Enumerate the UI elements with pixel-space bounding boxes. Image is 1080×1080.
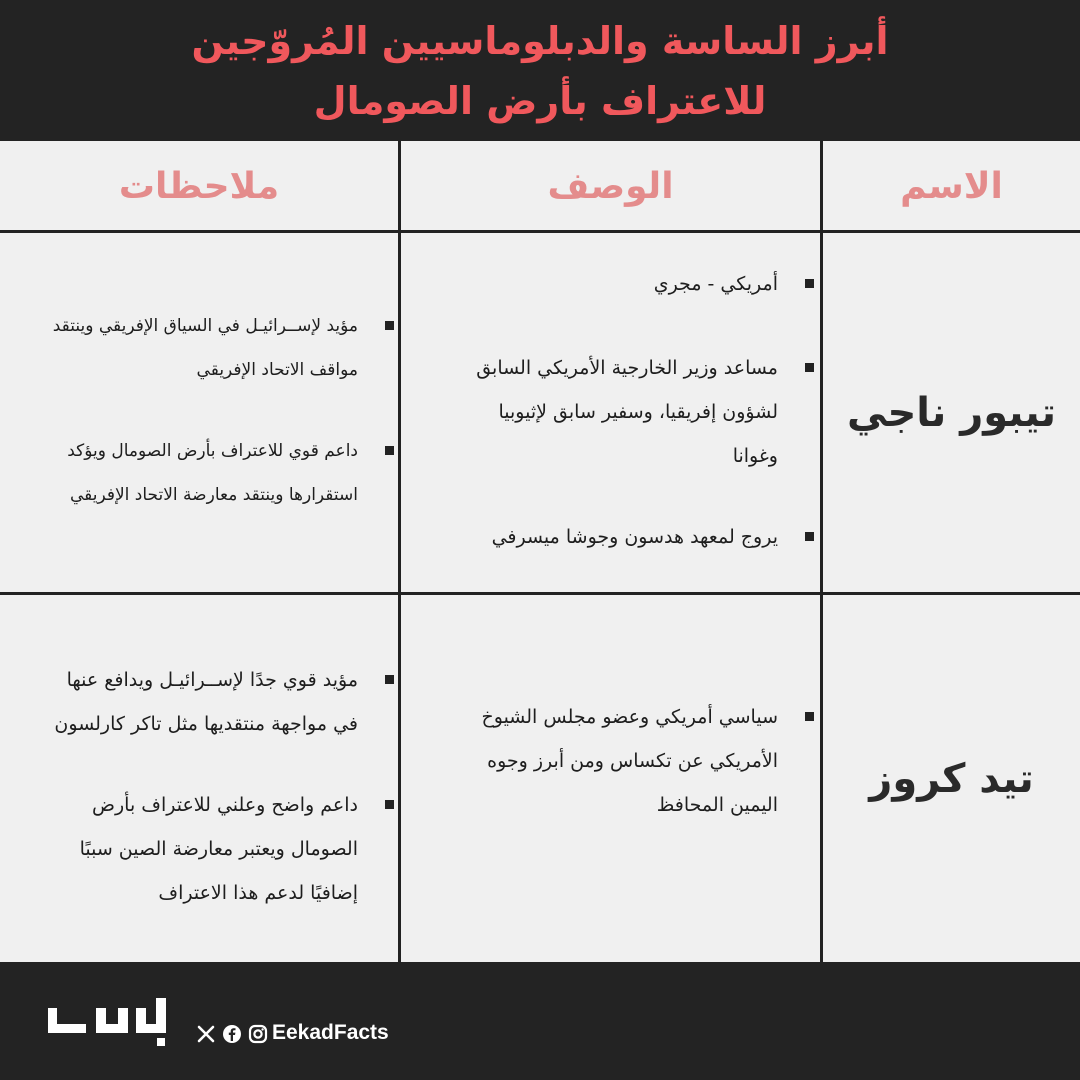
column-header-name: الاسم xyxy=(900,166,1003,207)
social-handle[interactable]: EekadFacts xyxy=(272,1021,389,1044)
bullet-square-icon xyxy=(805,712,814,721)
column-header-description: الوصف xyxy=(547,166,674,207)
notes-list xyxy=(53,304,394,392)
description-list xyxy=(654,262,814,306)
list-item xyxy=(481,695,814,827)
notes-list xyxy=(80,783,394,915)
page-title-line-2: للاعتراف بأرض الصومال xyxy=(313,78,767,123)
description-text: اليمين المحافظ xyxy=(656,794,778,816)
description-text: مساعد وزير الخارجية الأمريكي السابق xyxy=(476,357,778,379)
column-divider xyxy=(398,141,401,962)
bullet-square-icon xyxy=(385,675,394,684)
eekad-logo xyxy=(44,994,184,1050)
footer-bar xyxy=(0,962,1080,1080)
notes-list xyxy=(54,658,394,746)
description-list xyxy=(492,515,814,559)
list-item xyxy=(67,429,394,517)
social-icons xyxy=(196,1021,268,1047)
notes-text: مؤيد لإســرائيـل في السياق الإفريقي وينتقد xyxy=(52,316,358,336)
notes-list xyxy=(67,429,394,517)
list-item xyxy=(654,262,814,306)
notes-text: داعم واضح وعلني للاعتراف بأرض xyxy=(92,794,358,816)
bullet-square-icon xyxy=(805,279,814,288)
description-text: يروج لمعهد هدسون وجوشا ميسرفي xyxy=(491,526,778,548)
notes-text: مؤيد قوي جدًا لإســرائيـل ويدافع عنها xyxy=(66,669,358,691)
bullet-square-icon xyxy=(385,321,394,330)
bullet-square-icon xyxy=(805,532,814,541)
list-item xyxy=(54,658,394,746)
notes-text: الصومال ويعتبر معارضة الصين سببًا xyxy=(79,838,358,860)
notes-text: داعم قوي للاعتراف بأرض الصومال ويؤكد xyxy=(67,441,358,461)
instagram-icon[interactable] xyxy=(248,1024,268,1044)
notes-text: استقرارها وينتقد معارضة الاتحاد الإفريقي xyxy=(69,485,358,505)
description-list xyxy=(481,695,814,827)
header-banner xyxy=(0,0,1080,141)
description-text: الأمريكي عن تكساس ومن أبرز وجوه xyxy=(487,750,778,772)
list-item xyxy=(53,304,394,392)
column-header-notes: ملاحظات xyxy=(118,166,280,207)
page-title-line-1: أبرز الساسة والدبلوماسيين المُروّجين xyxy=(191,18,889,63)
list-item xyxy=(492,515,814,559)
bullet-square-icon xyxy=(805,363,814,372)
bullet-square-icon xyxy=(385,446,394,455)
description-text: سياسي أمريكي وعضو مجلس الشيوخ xyxy=(481,706,778,728)
person-name: تيبور ناجي xyxy=(846,389,1057,436)
description-text: لشؤون إفريقيا، وسفير سابق لإثيوبيا xyxy=(498,401,778,423)
notes-text: في مواجهة منتقديها مثل تاكر كارلسون xyxy=(54,713,358,735)
facebook-icon[interactable] xyxy=(222,1024,242,1044)
description-text: وغوانا xyxy=(732,445,778,467)
notes-text: إضافيًا لدعم هذا الاعتراف xyxy=(158,882,358,904)
description-text: أمريكي - مجري xyxy=(653,273,778,295)
bullet-square-icon xyxy=(385,800,394,809)
person-name: تيد كروز xyxy=(869,755,1034,802)
description-list xyxy=(476,346,814,478)
list-item xyxy=(476,346,814,478)
x-icon[interactable] xyxy=(196,1024,216,1044)
politicians-table xyxy=(0,141,1080,962)
notes-text: مواقف الاتحاد الإفريقي xyxy=(196,360,358,380)
list-item xyxy=(80,783,394,915)
